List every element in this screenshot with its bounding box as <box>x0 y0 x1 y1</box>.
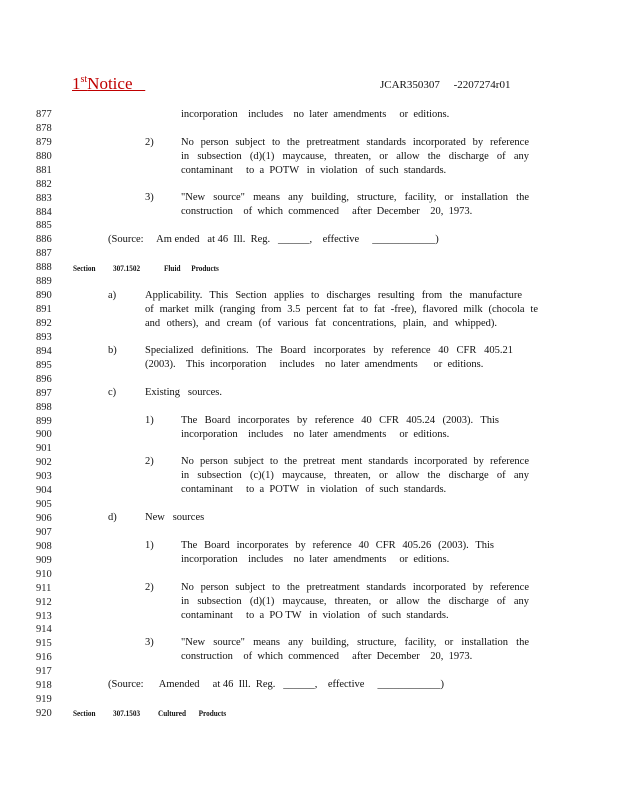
text-line: Specialized definitions. The Board incorporates by reference 40 CFR 405.21 <box>145 345 513 356</box>
text-line: The Board incorporates by reference 40 CFR 405.24 (2003). This <box>181 415 499 426</box>
line-number: 895 <box>36 359 52 371</box>
line-number: 917 <box>36 666 52 678</box>
notice-number: 1 <box>72 74 81 93</box>
line-number: 884 <box>36 206 52 218</box>
document-id: JCAR350307 -2207274r01 <box>380 79 511 91</box>
text-line: Applicability. This Section applies to discharges resulting from the manufacture <box>145 290 522 301</box>
text-line: incorporation includes no later amendments or editions. <box>181 554 450 565</box>
text-line: contaminant to a POTW in violation of such standards. <box>181 484 447 495</box>
line-number: 901 <box>36 443 52 455</box>
line-number: 900 <box>36 429 52 441</box>
line-number: 903 <box>36 471 52 483</box>
line-number: 904 <box>36 485 52 497</box>
line-number: 902 <box>36 457 52 469</box>
source-note: (Source: Am ended at 46 Ill. Reg. ______, effective ____________) <box>108 234 439 245</box>
list-marker: 2) <box>145 582 154 593</box>
line-number: 907 <box>36 526 52 538</box>
line-number: 906 <box>36 513 52 524</box>
text-line: "New source" means any building, structure, facility, or installation the <box>181 637 529 648</box>
line-number: 877 <box>36 109 52 120</box>
text-line: in subsection (c)(1) maycause, threaten, or allow the discharge of any <box>181 470 529 481</box>
line-number: 885 <box>36 220 52 232</box>
list-marker: 1) <box>145 540 154 551</box>
line-number: 915 <box>36 638 52 650</box>
line-number: 918 <box>36 680 52 692</box>
list-marker: b) <box>108 345 117 356</box>
text-line: New sources <box>145 512 205 523</box>
text-line: construction of which commenced after December 20, 1973. <box>181 206 473 217</box>
line-number: 905 <box>36 499 52 510</box>
list-marker: d) <box>108 512 117 523</box>
line-number: 914 <box>36 624 52 636</box>
text-line: "New source" means any building, structure, facility, or installation the <box>181 192 529 203</box>
line-number: 891 <box>36 304 52 315</box>
line-number: 880 <box>36 150 52 162</box>
list-marker: c) <box>108 387 117 398</box>
line-number: 919 <box>36 694 52 706</box>
section-title: Fluid Products <box>164 263 219 273</box>
text-line: incorporation includes no later amendments or editions. <box>181 429 450 440</box>
line-number: 882 <box>36 178 52 190</box>
list-marker: 2) <box>145 137 154 148</box>
line-number: 889 <box>36 276 52 288</box>
line-number: 888 <box>36 262 52 274</box>
line-number: 920 <box>36 708 52 719</box>
section-number: 307.1502 <box>113 263 141 273</box>
text-line: incorporation includes no later amendments or editions. <box>181 109 450 120</box>
line-number: 886 <box>36 234 52 246</box>
text-line: No person subject to the pretreatment standards incorporated by reference <box>181 582 529 593</box>
line-number: 897 <box>36 387 52 399</box>
line-number: 883 <box>36 192 52 204</box>
section-label: Section <box>73 708 96 718</box>
line-number: 896 <box>36 373 52 385</box>
text-line: No person subject to the pretreatment standards incorporated by reference <box>181 137 529 148</box>
text-line: in subsection (d)(1) maycause, threaten, or allow the discharge of any <box>181 151 529 162</box>
line-number: 916 <box>36 652 52 664</box>
line-number: 887 <box>36 248 52 260</box>
line-number: 910 <box>36 568 52 580</box>
line-number: 894 <box>36 345 52 357</box>
section-number: 307.1503 <box>113 708 141 718</box>
line-number: 909 <box>36 554 52 566</box>
list-marker: a) <box>108 290 117 301</box>
text-line: Existing sources. <box>145 387 222 398</box>
line-number: 892 <box>36 317 52 329</box>
text-line: contaminant to a PO TW in violation of such standards. <box>181 610 449 621</box>
line-number: 898 <box>36 401 52 413</box>
line-number: 881 <box>36 164 52 176</box>
text-line: construction of which commenced after December 20, 1973. <box>181 651 473 662</box>
notice-heading <box>72 74 145 94</box>
text-line: (2003). This incorporation includes no later amendments or editions. <box>145 359 484 370</box>
notice-superscript: st <box>80 74 88 85</box>
line-number: 878 <box>36 122 52 134</box>
line-number: 879 <box>36 136 52 148</box>
line-number: 899 <box>36 415 52 427</box>
text-line: No person subject to the pretreat ment standards incorporated by reference <box>181 456 529 467</box>
text-line: in subsection (d)(1) maycause, threaten, or allow the discharge of any <box>181 596 529 607</box>
text-line: and others), and cream (of various fat concentrations, plain, and whipped). <box>145 318 497 329</box>
list-marker: 2) <box>145 456 154 467</box>
section-title: Cultured Products <box>158 708 227 718</box>
text-line: The Board incorporates by reference 40 CFR 405.26 (2003). This <box>181 540 494 551</box>
line-number: 890 <box>36 290 52 302</box>
list-marker: 3) <box>145 192 154 203</box>
list-marker: 3) <box>145 637 154 648</box>
line-number: 908 <box>36 540 52 552</box>
line-number: 912 <box>36 596 52 608</box>
text-line: contaminant to a POTW in violation of such standards. <box>181 165 447 176</box>
source-note: (Source: Amended at 46 Ill. Reg. ______, effective ____________) <box>108 679 445 690</box>
notice-text: Notice <box>87 74 133 93</box>
section-label: Section <box>73 263 96 273</box>
line-number: 911 <box>36 582 52 594</box>
line-number: 893 <box>36 331 52 343</box>
list-marker: 1) <box>145 415 154 426</box>
text-line: of market milk (ranging from 3.5 percent fat to fat -free), flavored milk (chocola te <box>145 304 538 315</box>
line-number: 913 <box>36 610 52 622</box>
